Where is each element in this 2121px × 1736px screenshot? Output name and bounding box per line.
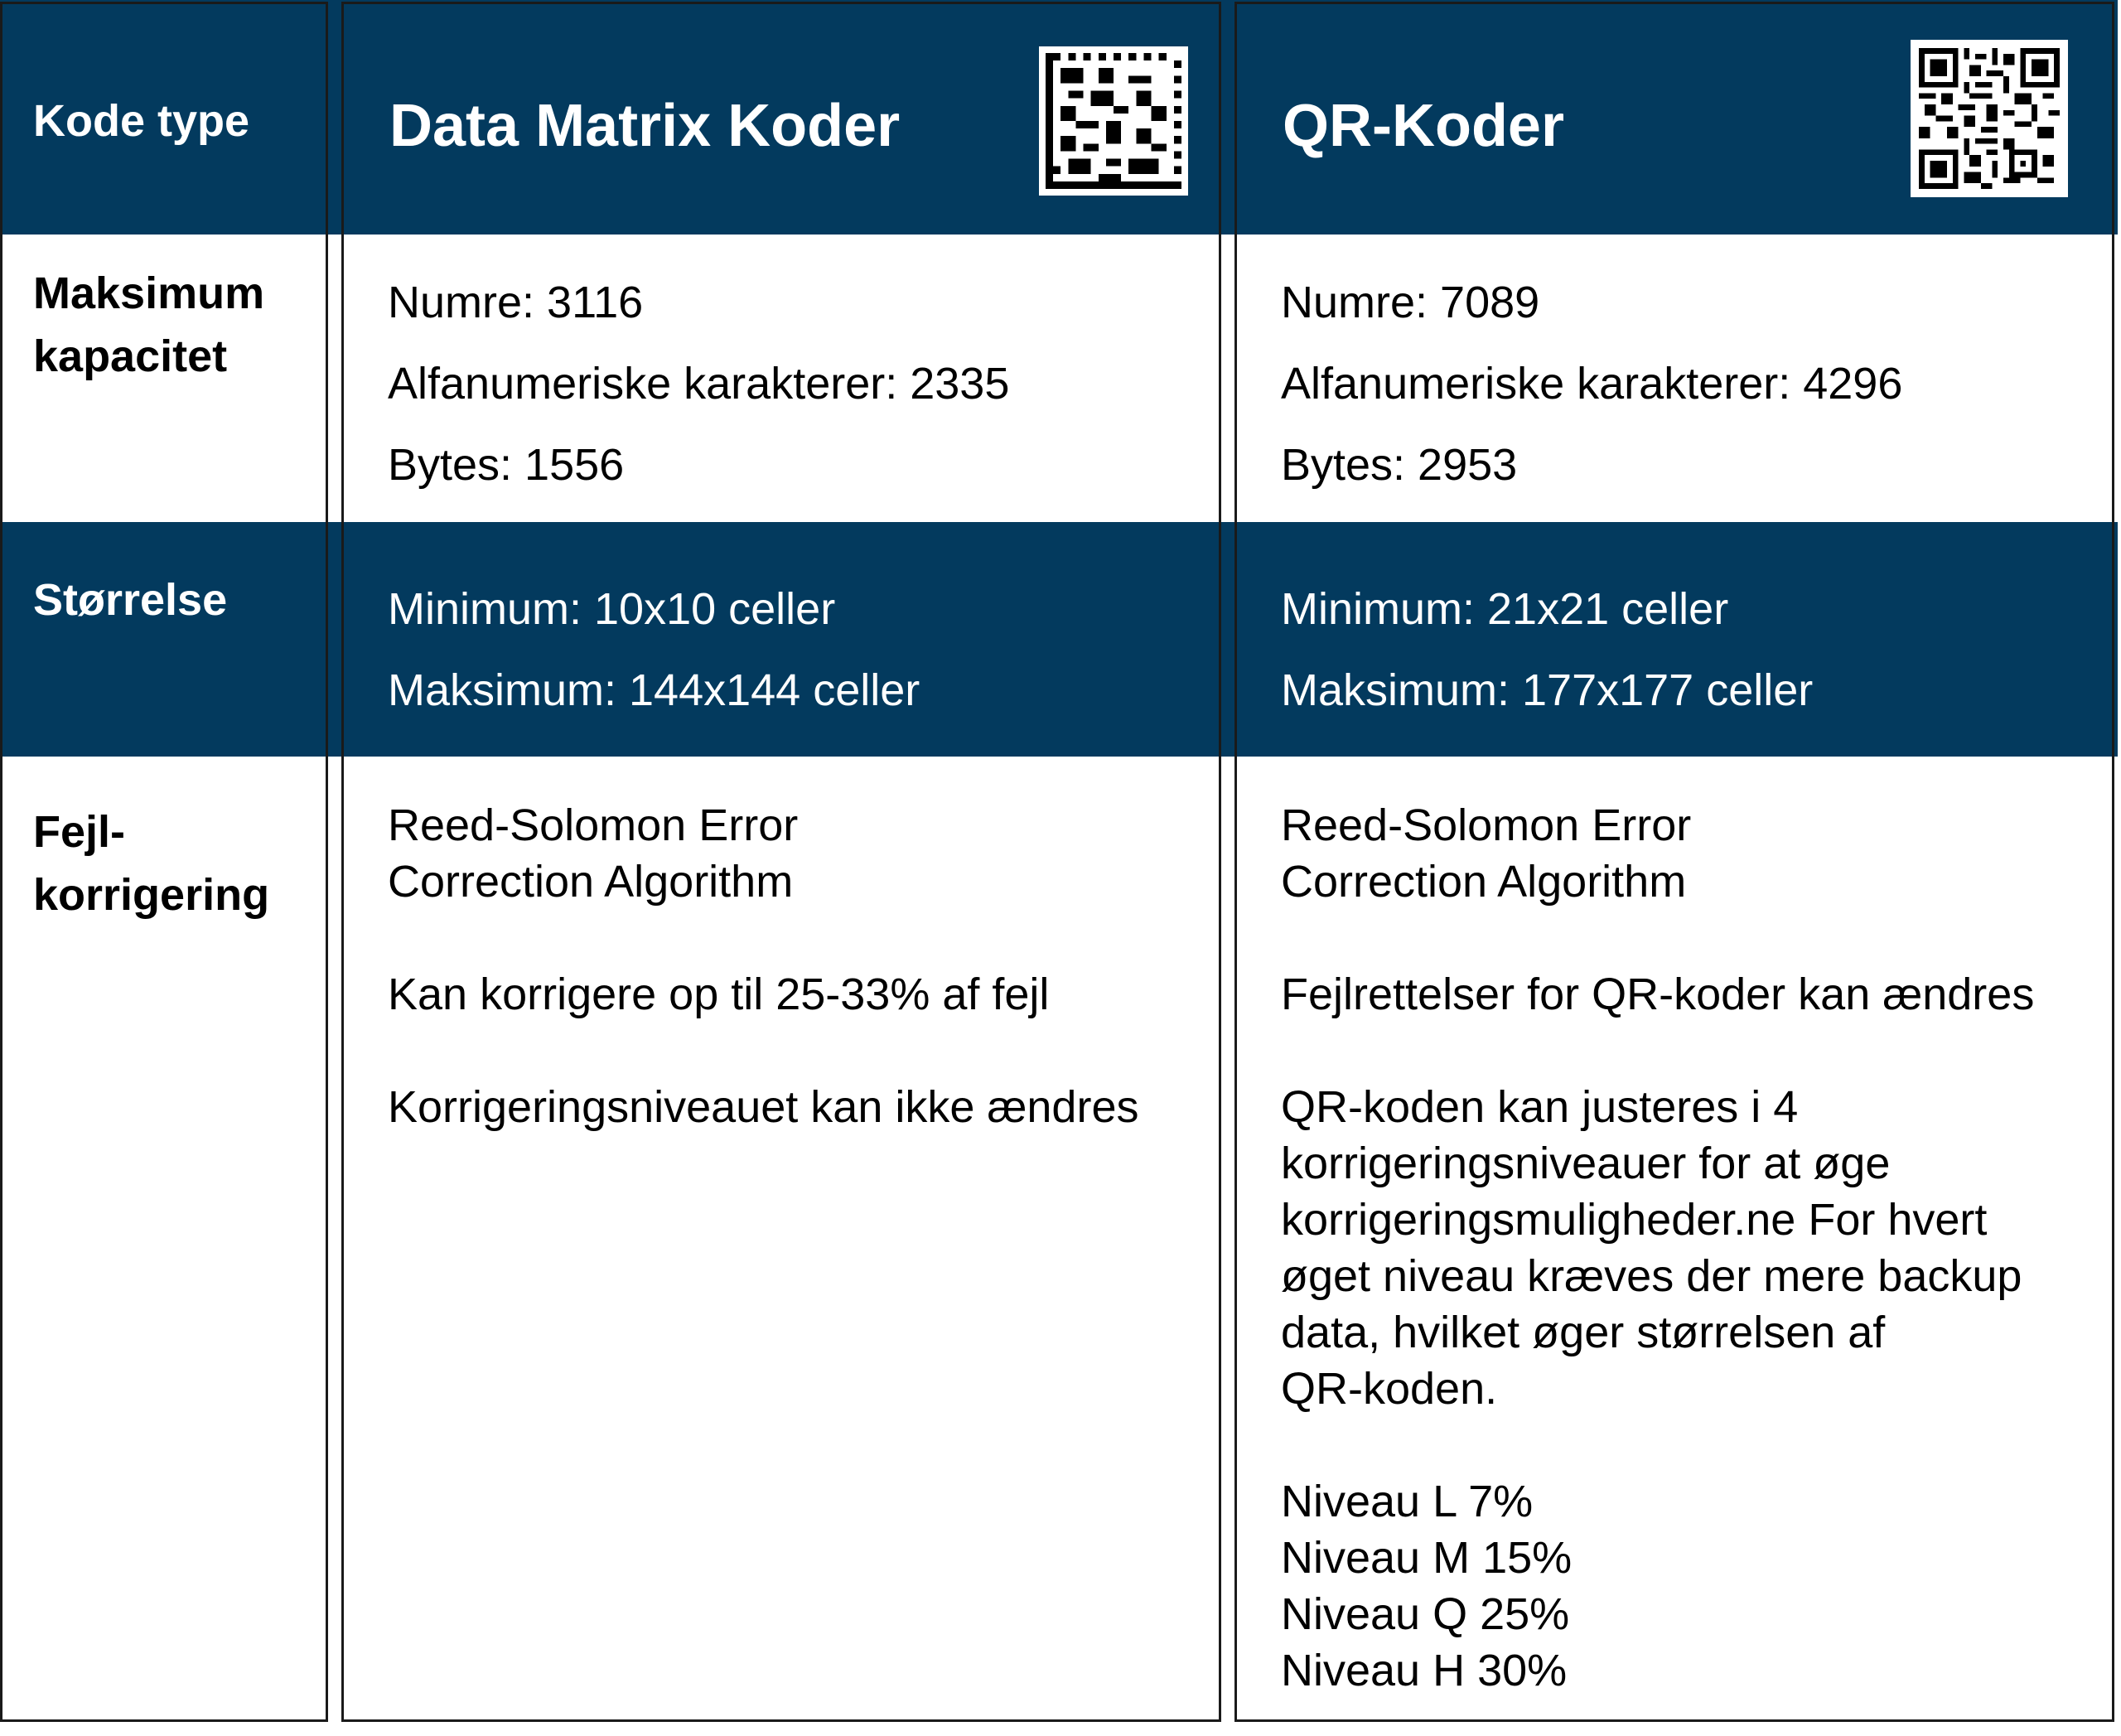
qr-error-correction bbox=[1281, 797, 2034, 1699]
qr-title: QR-Koder bbox=[1283, 93, 1564, 159]
qr-size-max: Maksimum: 177x177 celler bbox=[1281, 665, 1814, 715]
qr-description-line: data, hvilket øger størrelsen af bbox=[1281, 1308, 1886, 1357]
qr-levels-list bbox=[1281, 1473, 2034, 1699]
qr-size bbox=[1281, 568, 1813, 731]
qr-level-m: Niveau M 15% bbox=[1281, 1533, 1573, 1583]
qr-capacity bbox=[1281, 262, 1902, 505]
qr-level-l: Niveau L 7% bbox=[1281, 1477, 1534, 1526]
qr-description-line: korrigeringsmuligheder.ne For hvert bbox=[1281, 1195, 1988, 1245]
qr-description-line: korrigeringsniveauer for at øge bbox=[1281, 1139, 1891, 1188]
dm-capacity-alphanumeric: Alfanumeriske karakterer: 2335 bbox=[388, 359, 1010, 409]
qr-capability: Fejlrettelser for QR-koder kan ændres bbox=[1281, 970, 2035, 1019]
error-correction-row-label bbox=[33, 800, 269, 926]
qr-description bbox=[1281, 1079, 2034, 1417]
qr-capacity-alphanumeric: Alfanumeriske karakterer: 4296 bbox=[1281, 359, 1903, 409]
qr-algorithm-line1: Reed-Solomon Error bbox=[1281, 800, 1692, 850]
qr-capacity-numeric: Numre: 7089 bbox=[1281, 278, 1540, 327]
dm-adjustable: Korrigeringsniveauet kan ikke ændres bbox=[388, 1082, 1139, 1132]
dm-size-min: Minimum: 10x10 celler bbox=[388, 584, 836, 634]
data-matrix-size bbox=[388, 568, 920, 731]
qr-algorithm-line2: Correction Algorithm bbox=[1281, 857, 1687, 907]
qr-code-icon bbox=[1911, 40, 2068, 197]
dm-algorithm-line1: Reed-Solomon Error bbox=[388, 800, 799, 850]
qr-level-q: Niveau Q 25% bbox=[1281, 1589, 1570, 1639]
qr-description-line: øget niveau kræves der mere backup bbox=[1281, 1251, 2022, 1301]
data-matrix-capacity bbox=[388, 262, 1009, 505]
data-matrix-title: Data Matrix Koder bbox=[389, 93, 901, 159]
qr-description-line: QR-koden kan justeres i 4 bbox=[1281, 1082, 1799, 1132]
error-label-line1: Fejl- bbox=[33, 807, 126, 857]
qr-capacity-bytes: Bytes: 2953 bbox=[1281, 440, 1518, 490]
qr-size-min: Minimum: 21x21 celler bbox=[1281, 584, 1729, 634]
size-row-label: Størrelse bbox=[33, 575, 228, 625]
dm-size-max: Maksimum: 144x144 celler bbox=[388, 665, 920, 715]
capacity-label-line2: kapacitet bbox=[33, 331, 228, 381]
data-matrix-code-icon bbox=[1039, 46, 1188, 196]
capacity-label-line1: Maksimum bbox=[33, 268, 265, 318]
dm-algorithm-line2: Correction Algorithm bbox=[388, 857, 794, 907]
dm-capacity-numeric: Numre: 3116 bbox=[388, 278, 644, 327]
header-row-label: Kode type bbox=[33, 96, 250, 146]
error-label-line2: korrigering bbox=[33, 870, 270, 920]
qr-description-line: QR-koden. bbox=[1281, 1364, 1498, 1414]
capacity-row-label bbox=[33, 262, 264, 388]
dm-capacity-bytes: Bytes: 1556 bbox=[388, 440, 625, 490]
dm-capability: Kan korrigere op til 25-33% af fejl bbox=[388, 970, 1050, 1019]
data-matrix-error-correction bbox=[388, 797, 1138, 1135]
qr-level-h: Niveau H 30% bbox=[1281, 1646, 1568, 1695]
